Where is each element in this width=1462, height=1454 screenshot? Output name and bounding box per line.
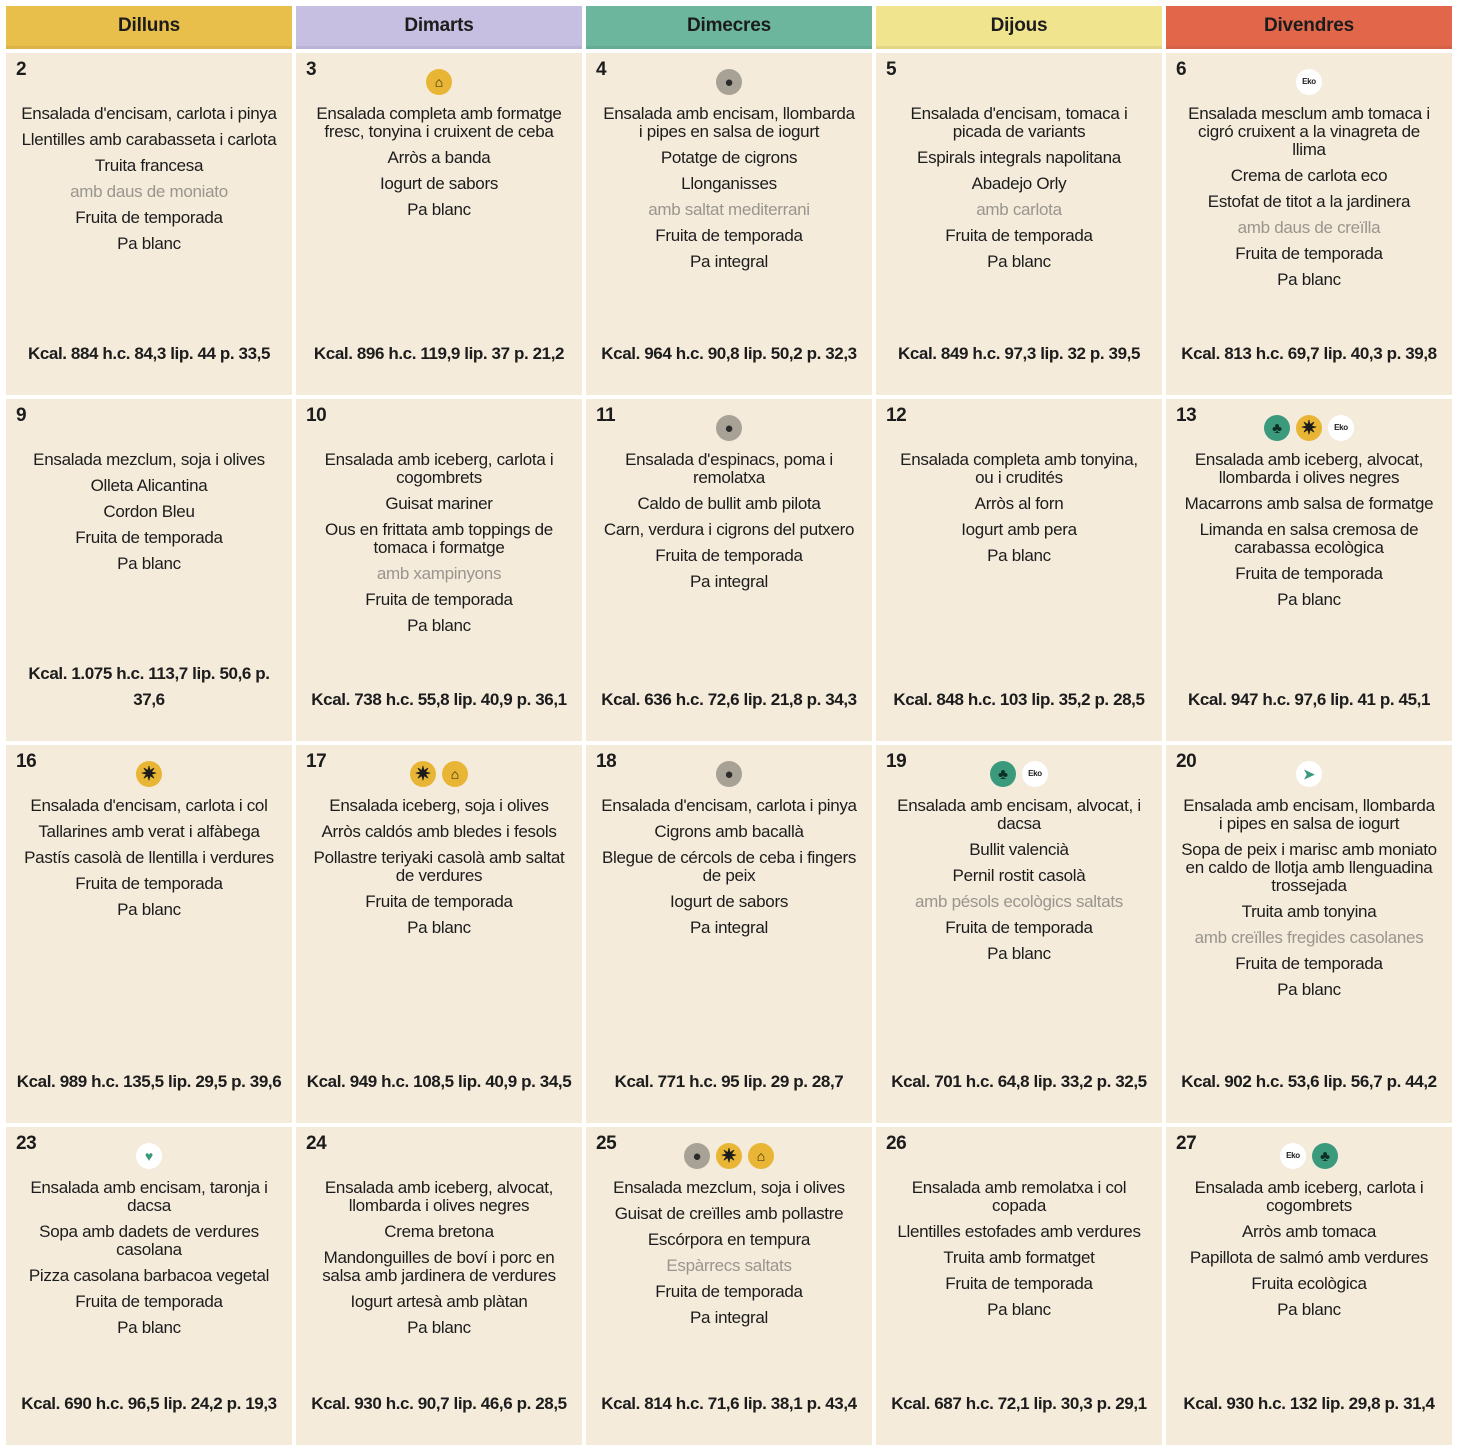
homemade-icon: ⌂ (748, 1143, 774, 1169)
dish-item: Ensalada d'encisam, carlota i col (30, 796, 268, 815)
side-dish: amb saltat mediterrani (648, 200, 810, 219)
dish-item: Pa blanc (1277, 270, 1341, 289)
dish-item: Escórpora en tempura (647, 1230, 811, 1249)
diet-icons (306, 413, 572, 443)
wholegrain-bread-icon: ● (684, 1143, 710, 1169)
day-cell (586, 399, 872, 741)
wholegrain-bread-icon: ● (716, 69, 742, 95)
dish-list (1176, 105, 1442, 289)
day-cell (876, 1127, 1162, 1445)
dish-item: Blegue de cércols de ceba i fingers de peix (601, 848, 857, 885)
diet-icons (1176, 1141, 1442, 1171)
diet-icons (306, 67, 572, 97)
dish-item: Truita amb tonyina (1241, 902, 1377, 921)
day-date: 25 (596, 1133, 617, 1154)
dish-item: Fruita de temporada (655, 546, 803, 565)
homemade-icon: ⌂ (426, 69, 452, 95)
dish-item: Pa blanc (407, 918, 471, 937)
dish-item: Pa integral (690, 252, 768, 271)
diet-icons (596, 1141, 862, 1171)
diet-icons (1176, 759, 1442, 789)
day-header: Divendres (1166, 6, 1452, 49)
day-cell (6, 745, 292, 1123)
dish-list (1176, 797, 1442, 999)
broccoli-icon: ♣ (1264, 415, 1290, 441)
dish-item: Iogurt de sabors (669, 892, 789, 911)
vegetable-heart-icon: ♥ (136, 1143, 162, 1169)
dish-item: Pollastre teriyaki casolà amb saltat de verdures (313, 848, 565, 885)
dish-item: Arròs amb tomaca (1241, 1222, 1377, 1241)
dish-item: Truita francesa (94, 156, 204, 175)
nutrition-info: Kcal. 884 h.c. 84,3 lip. 44 p. 33,5 (27, 344, 271, 363)
nutrition-info: Kcal. 1.075 h.c. 113,7 lip. 50,6 p. 37,6 (28, 664, 270, 709)
dish-item: Guisat mariner (385, 494, 493, 513)
dish-item: Ensalada mezclum, soja i olives (613, 1178, 845, 1197)
dish-item: Mandonguilles de boví i porc en salsa amb jardinera de verdures (322, 1248, 556, 1285)
nutrition-info: Kcal. 964 h.c. 90,8 lip. 50,2 p. 32,3 (601, 344, 857, 363)
dish-item: Llentilles estofades amb verdures (897, 1222, 1141, 1241)
dish-item: Cigrons amb bacallà (654, 822, 804, 841)
dish-item: Ensalada amb iceberg, alvocat, llombarda i olives negres (1194, 450, 1424, 487)
dish-item: Caldo de bullit amb pilota (637, 494, 821, 513)
dish-item: Ensalada amb iceberg, carlota i cogombrets (1194, 1178, 1424, 1215)
day-header: Dimecres (586, 6, 872, 49)
day-header: Dijous (876, 6, 1162, 49)
dish-item: Fruita ecològica (1251, 1274, 1367, 1293)
side-dish: amb daus de moniato (70, 182, 228, 201)
dish-item: Sopa amb dadets de verdures casolana (39, 1222, 259, 1259)
dish-list (596, 797, 862, 937)
dish-list (306, 797, 572, 937)
side-dish: amb daus de creïlla (1237, 218, 1381, 237)
nutrition-info: Kcal. 849 h.c. 97,3 lip. 32 p. 39,5 (897, 344, 1141, 363)
dish-item: Ensalada d'encisam, carlota i pinya (601, 796, 857, 815)
dish-item: Ensalada amb encisam, alvocat, i dacsa (897, 796, 1141, 833)
dish-item: Carn, verdura i cigrons del putxero (603, 520, 855, 539)
dish-item: Pa blanc (1277, 590, 1341, 609)
dish-item: Fruita de temporada (75, 874, 223, 893)
day-date: 26 (886, 1133, 907, 1154)
seasonal-sun-icon: ✷ (1296, 415, 1322, 441)
dish-list (306, 451, 572, 635)
day-date: 16 (16, 751, 37, 772)
dish-item: Pa blanc (117, 900, 181, 919)
wholegrain-bread-icon: ● (716, 761, 742, 787)
dish-item: Ensalada d'encisam, carlota i pinya (21, 104, 277, 123)
dish-item: Macarrons amb salsa de formatge (1184, 494, 1434, 513)
eko-organic-icon: Eko (1280, 1143, 1306, 1169)
dish-item: Estofat de titot a la jardinera (1207, 192, 1411, 211)
diet-icons (596, 67, 862, 97)
dish-item: Limanda en salsa cremosa de carabassa ecològica (1199, 520, 1419, 557)
diet-icons (886, 413, 1152, 443)
nutrition-info: Kcal. 814 h.c. 71,6 lip. 38,1 p. 43,4 (601, 1394, 857, 1413)
dish-item: Iogurt de sabors (379, 174, 499, 193)
dish-item: Llonganisses (681, 174, 777, 193)
day-cell (296, 1127, 582, 1445)
dish-item: Pa integral (690, 918, 768, 937)
day-cell (876, 745, 1162, 1123)
dish-item: Fruita de temporada (75, 528, 223, 547)
dish-item: Ensalada amb iceberg, alvocat, llombarda i olives negres (324, 1178, 554, 1215)
dish-item: Fruita de temporada (655, 226, 803, 245)
day-cell (1166, 399, 1452, 741)
dish-list (16, 105, 282, 253)
dish-item: Olleta Alicantina (90, 476, 208, 495)
dish-item: Pa blanc (117, 554, 181, 573)
dish-item: Cordon Bleu (103, 502, 195, 521)
day-date: 6 (1176, 59, 1187, 80)
dish-item: Fruita de temporada (945, 1274, 1093, 1293)
day-cell (6, 399, 292, 741)
dish-item: Fruita de temporada (365, 892, 513, 911)
dish-item: Fruita de temporada (655, 1282, 803, 1301)
dish-item: Fruita de temporada (945, 918, 1093, 937)
diet-icons (306, 759, 572, 789)
nutrition-info: Kcal. 690 h.c. 96,5 lip. 24,2 p. 19,3 (21, 1394, 277, 1413)
diet-icons (16, 1141, 282, 1171)
dish-item: Sopa de peix i marisc amb moniato en caldo de llotja amb llenguadina trossejada (1181, 840, 1437, 895)
nutrition-info: Kcal. 902 h.c. 53,6 lip. 56,7 p. 44,2 (1181, 1072, 1437, 1091)
dish-item: Iogurt amb pera (961, 520, 1077, 539)
day-cell (296, 745, 582, 1123)
day-header: Dilluns (6, 6, 292, 49)
dish-item: Truita amb formatget (943, 1248, 1095, 1267)
day-cell (1166, 745, 1452, 1123)
dish-list (596, 451, 862, 591)
dish-item: Fruita de temporada (1235, 954, 1383, 973)
diet-icons (1176, 413, 1442, 443)
dish-item: Pa blanc (1277, 1300, 1341, 1319)
eko-organic-icon: Eko (1296, 69, 1322, 95)
day-cell (586, 745, 872, 1123)
diet-icons (886, 67, 1152, 97)
dish-list (306, 1179, 572, 1337)
dish-list (16, 1179, 282, 1337)
day-date: 3 (306, 59, 317, 80)
dish-item: Pa blanc (987, 252, 1051, 271)
dish-list (596, 1179, 862, 1327)
dish-item: Iogurt artesà amb plàtan (350, 1292, 528, 1311)
dish-item: Ensalada d'espinacs, poma i remolatxa (625, 450, 833, 487)
diet-icons (596, 413, 862, 443)
side-dish: amb creïlles fregides casolanes (1194, 928, 1424, 947)
dish-item: Crema de carlota eco (1230, 166, 1388, 185)
dish-item: Fruita de temporada (1235, 244, 1383, 263)
nutrition-info: Kcal. 896 h.c. 119,9 lip. 37 p. 21,2 (313, 344, 565, 363)
nutrition-info: Kcal. 701 h.c. 64,8 lip. 33,2 p. 32,5 (891, 1072, 1147, 1091)
dish-item: Pa blanc (117, 234, 181, 253)
nutrition-info: Kcal. 949 h.c. 108,5 lip. 40,9 p. 34,5 (306, 1072, 572, 1091)
dish-item: Fruita de temporada (75, 1292, 223, 1311)
day-cell (1166, 53, 1452, 395)
day-date: 17 (306, 751, 327, 772)
nutrition-info: Kcal. 636 h.c. 72,6 lip. 21,8 p. 34,3 (601, 690, 857, 709)
diet-icons (16, 759, 282, 789)
dish-list (886, 1179, 1152, 1319)
dish-item: Ensalada amb encisam, llombarda i pipes en salsa de iogurt (603, 104, 855, 141)
diet-icons (16, 413, 282, 443)
dish-item: Pa integral (690, 572, 768, 591)
day-cell (296, 53, 582, 395)
dish-item: Pa blanc (407, 616, 471, 635)
dish-item: Ensalada d'encisam, tomaca i picada de variants (910, 104, 1128, 141)
dish-item: Pastís casolà de llentilla i verdures (24, 848, 274, 867)
dish-item: Arròs a banda (387, 148, 491, 167)
diet-icons (886, 759, 1152, 789)
side-dish: amb xampinyons (376, 564, 502, 583)
dish-item: Fruita de temporada (365, 590, 513, 609)
day-date: 23 (16, 1133, 37, 1154)
dish-item: Ensalada iceberg, soja i olives (329, 796, 549, 815)
day-date: 12 (886, 405, 907, 426)
dish-item: Pa blanc (407, 200, 471, 219)
dish-item: Ensalada amb remolatxa i col copada (911, 1178, 1127, 1215)
nutrition-info: Kcal. 738 h.c. 55,8 lip. 40,9 p. 36,1 (311, 690, 567, 709)
day-date: 24 (306, 1133, 327, 1154)
dish-item: Bullit valencià (969, 840, 1069, 859)
seasonal-sun-icon: ✷ (410, 761, 436, 787)
day-date: 13 (1176, 405, 1197, 426)
day-date: 4 (596, 59, 607, 80)
day-date: 27 (1176, 1133, 1197, 1154)
dish-item: Papillota de salmó amb verdures (1189, 1248, 1429, 1267)
fish-icon: ➤ (1296, 761, 1322, 787)
dish-item: Ensalada amb encisam, llombarda i pipes en salsa de iogurt (1183, 796, 1435, 833)
dish-item: Ensalada amb encisam, taronja i dacsa (30, 1178, 268, 1215)
day-cell (586, 1127, 872, 1445)
dish-list (16, 451, 282, 573)
day-header: Dimarts (296, 6, 582, 49)
day-date: 18 (596, 751, 617, 772)
dish-item: Ensalada amb iceberg, carlota i cogombrets (324, 450, 554, 487)
day-date: 5 (886, 59, 897, 80)
day-cell (296, 399, 582, 741)
dish-item: Pa blanc (987, 944, 1051, 963)
day-cell (876, 399, 1162, 741)
seasonal-sun-icon: ✷ (136, 761, 162, 787)
dish-item: Arròs al forn (974, 494, 1064, 513)
nutrition-info: Kcal. 813 h.c. 69,7 lip. 40,3 p. 39,8 (1181, 344, 1437, 363)
dish-item: Pizza casolana barbacoa vegetal (28, 1266, 270, 1285)
nutrition-info: Kcal. 771 h.c. 95 lip. 29 p. 28,7 (614, 1072, 844, 1091)
nutrition-info: Kcal. 848 h.c. 103 lip. 35,2 p. 28,5 (893, 690, 1145, 709)
nutrition-info: Kcal. 930 h.c. 132 lip. 29,8 p. 31,4 (1183, 1394, 1435, 1413)
weekly-menu-grid (6, 6, 1454, 1445)
dish-item: Abadejo Orly (971, 174, 1067, 193)
day-cell (6, 53, 292, 395)
dish-item: Fruita de temporada (75, 208, 223, 227)
dish-item: Ensalada mesclum amb tomaca i cigró cruixent a la vinagreta de llima (1188, 104, 1430, 159)
day-cell (876, 53, 1162, 395)
dish-list (16, 797, 282, 919)
dish-item: Pa blanc (1277, 980, 1341, 999)
day-date: 10 (306, 405, 327, 426)
dish-item: Llentilles amb carabasseta i carlota (21, 130, 277, 149)
dish-item: Guisat de creïlles amb pollastre (614, 1204, 844, 1223)
dish-item: Fruita de temporada (1235, 564, 1383, 583)
dish-item: Pa blanc (987, 1300, 1051, 1319)
side-dish: Espàrrecs saltats (666, 1256, 792, 1275)
dish-item: Ensalada completa amb tonyina, ou i crudités (900, 450, 1138, 487)
diet-icons (16, 67, 282, 97)
dish-item: Potatge de cigrons (660, 148, 798, 167)
dish-list (596, 105, 862, 271)
dish-item: Tallarines amb verat i alfàbega (38, 822, 260, 841)
dish-item: Ensalada completa amb formatge fresc, tonyina i cruixent de ceba (316, 104, 562, 141)
day-cell (586, 53, 872, 395)
dish-item: Pa blanc (117, 1318, 181, 1337)
day-cell (6, 1127, 292, 1445)
day-date: 2 (16, 59, 27, 80)
day-date: 11 (596, 405, 616, 426)
dish-item: Espirals integrals napolitana (917, 148, 1121, 167)
dish-list (1176, 451, 1442, 609)
homemade-icon: ⌂ (442, 761, 468, 787)
broccoli-icon: ♣ (1312, 1143, 1338, 1169)
dish-list (1176, 1179, 1442, 1319)
dish-list (886, 797, 1152, 963)
nutrition-info: Kcal. 930 h.c. 90,7 lip. 46,6 p. 28,5 (311, 1394, 567, 1413)
dish-item: Ous en frittata amb toppings de tomaca i formatge (325, 520, 553, 557)
side-dish: amb pésols ecològics saltats (915, 892, 1123, 911)
dish-item: Fruita de temporada (945, 226, 1093, 245)
dish-item: Crema bretona (384, 1222, 494, 1241)
diet-icons (886, 1141, 1152, 1171)
seasonal-sun-icon: ✷ (716, 1143, 742, 1169)
nutrition-info: Kcal. 989 h.c. 135,5 lip. 29,5 p. 39,6 (16, 1072, 282, 1091)
nutrition-info: Kcal. 947 h.c. 97,6 lip. 41 p. 45,1 (1187, 690, 1431, 709)
dish-item: Ensalada mezclum, soja i olives (33, 450, 265, 469)
wholegrain-bread-icon: ● (716, 415, 742, 441)
broccoli-icon: ♣ (990, 761, 1016, 787)
eko-organic-icon: Eko (1328, 415, 1354, 441)
diet-icons (596, 759, 862, 789)
day-cell (1166, 1127, 1452, 1445)
dish-list (886, 105, 1152, 271)
dish-item: Pa integral (690, 1308, 768, 1327)
dish-list (886, 451, 1152, 565)
diet-icons (306, 1141, 572, 1171)
day-date: 9 (16, 405, 27, 426)
dish-list (306, 105, 572, 219)
dish-item: Pa blanc (407, 1318, 471, 1337)
dish-item: Pa blanc (987, 546, 1051, 565)
eko-organic-icon: Eko (1022, 761, 1048, 787)
dish-item: Pernil rostit casolà (952, 866, 1086, 885)
nutrition-info: Kcal. 687 h.c. 72,1 lip. 30,3 p. 29,1 (891, 1394, 1147, 1413)
day-date: 19 (886, 751, 907, 772)
side-dish: amb carlota (976, 200, 1062, 219)
dish-item: Arròs caldós amb bledes i fesols (321, 822, 557, 841)
diet-icons (1176, 67, 1442, 97)
day-date: 20 (1176, 751, 1197, 772)
